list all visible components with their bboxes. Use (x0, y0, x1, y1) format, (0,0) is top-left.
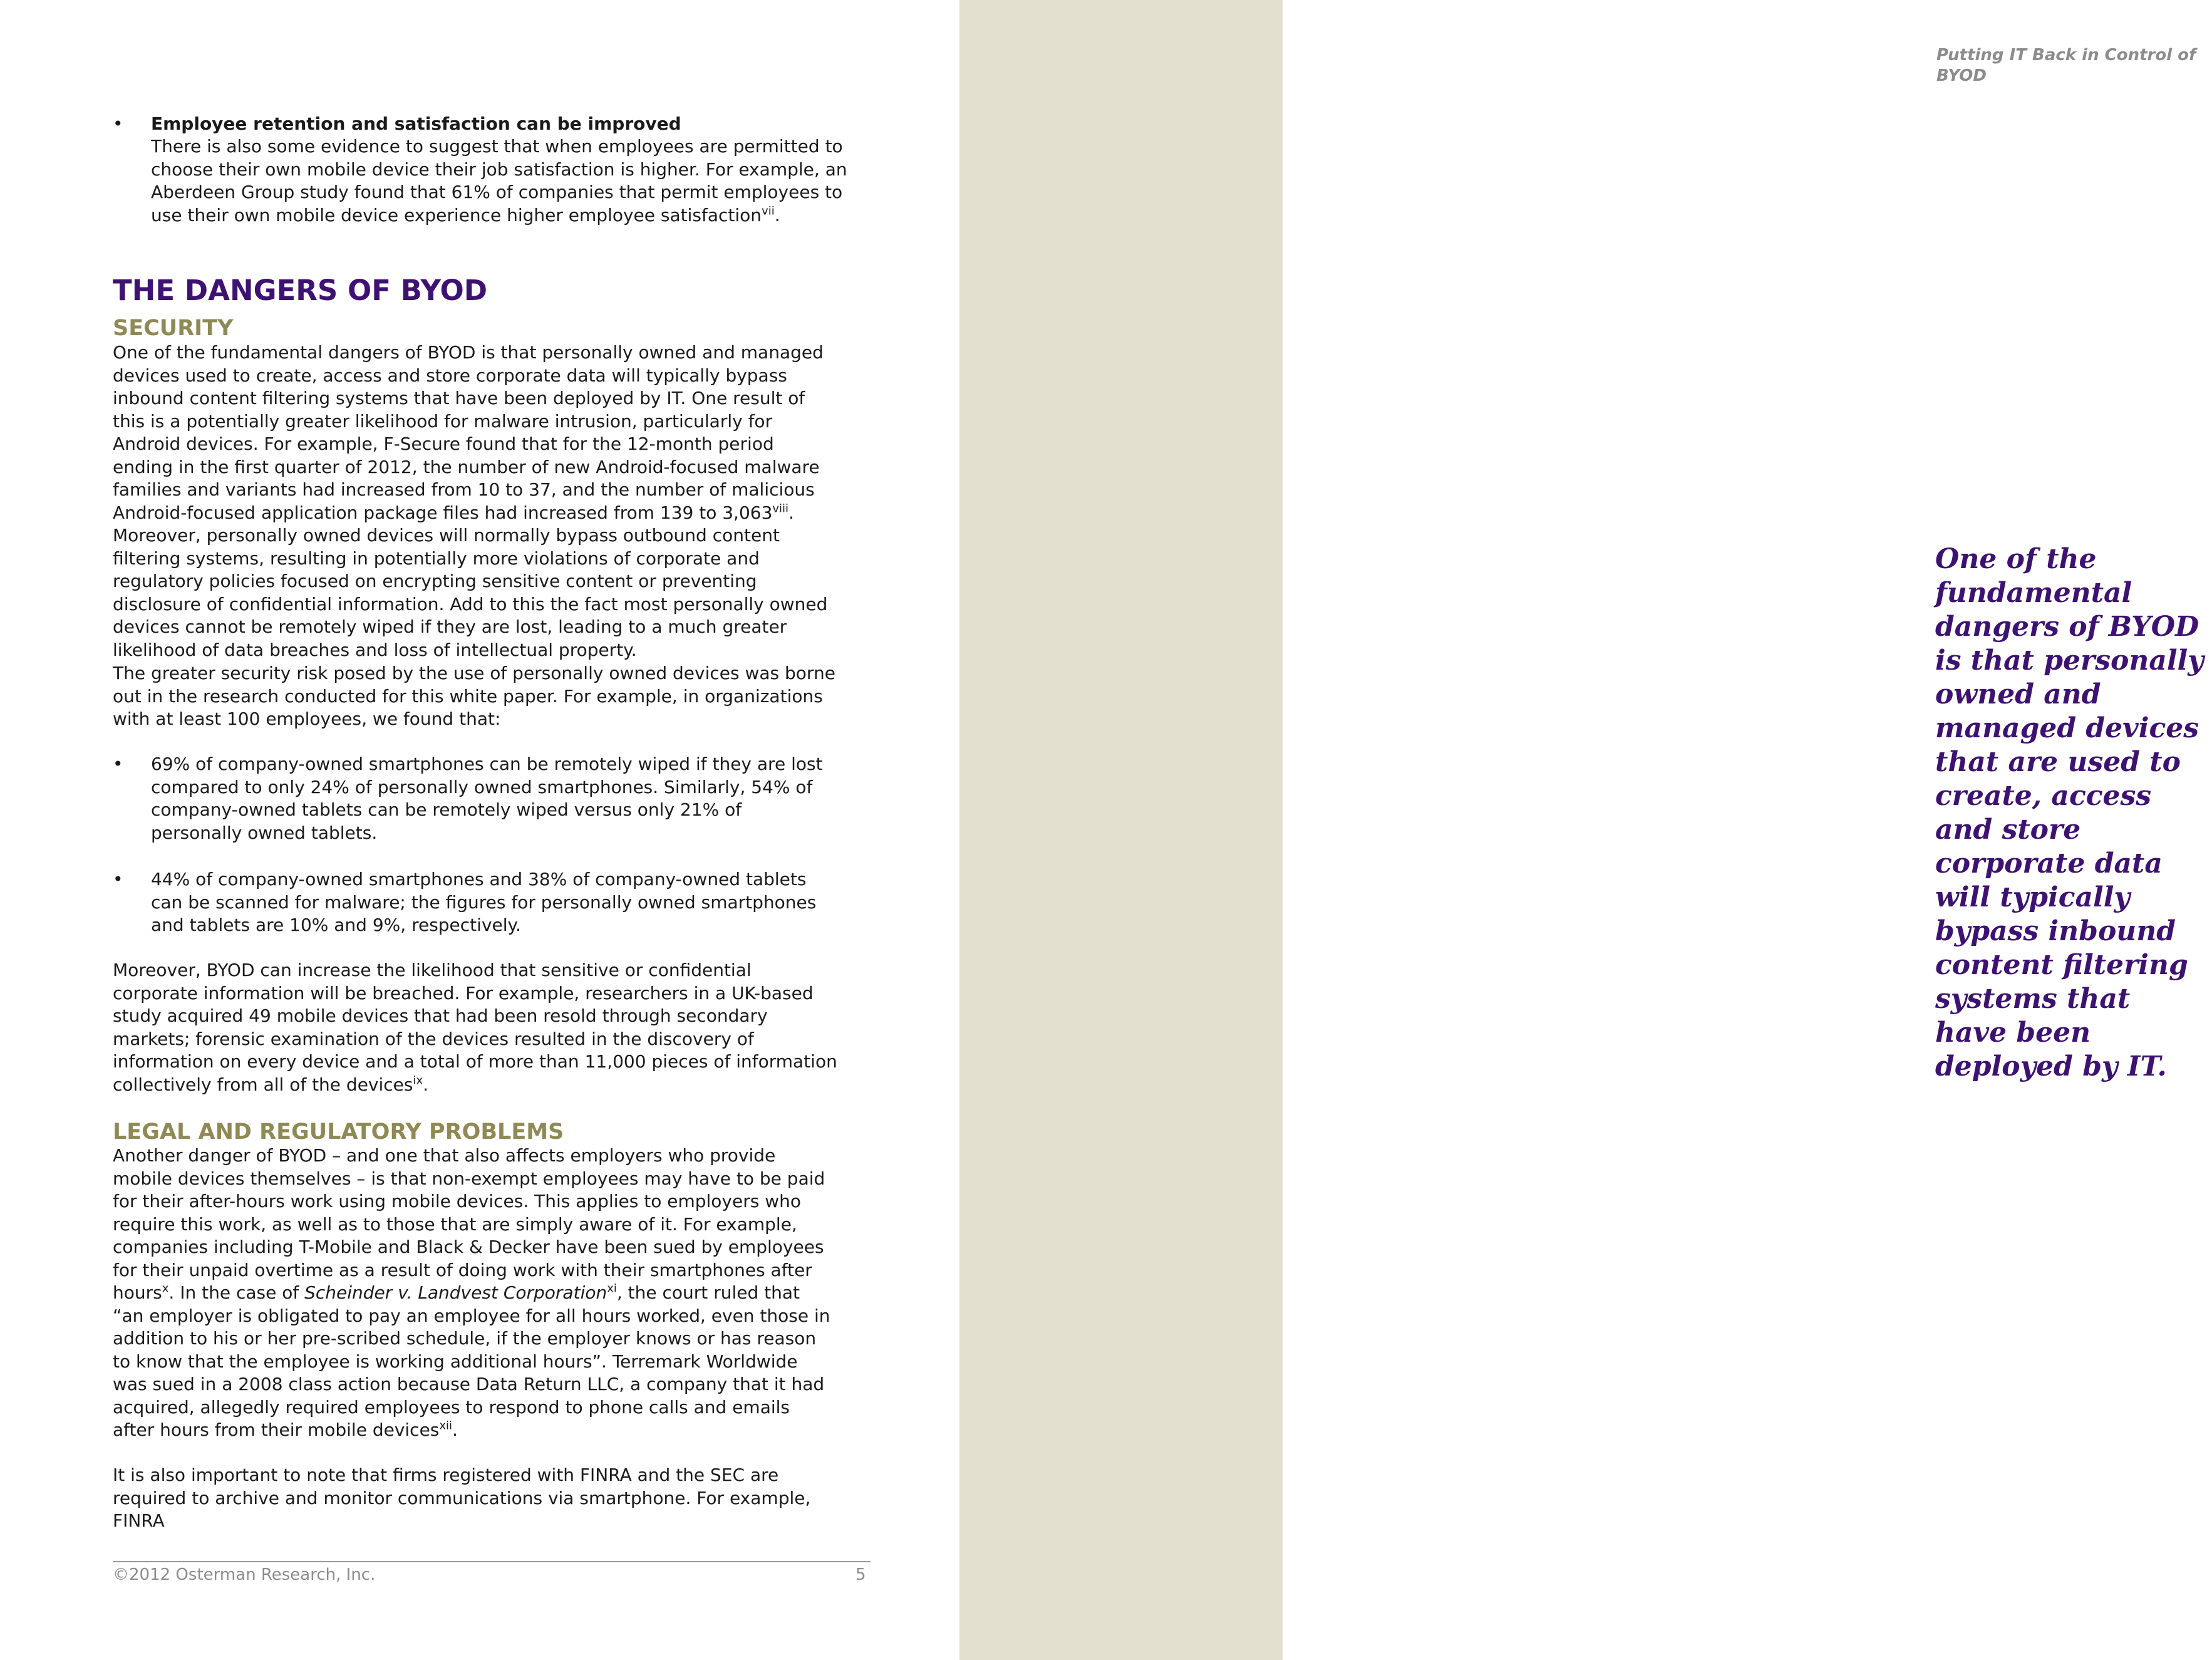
section-title: THE DANGERS OF BYOD (113, 274, 488, 307)
running-head: Putting IT Back in Control of BYOD (1936, 46, 2196, 85)
endnote-ref: vii (762, 204, 775, 218)
bullet-text: There is also some evidence to suggest that when employees are permitted to choose their own mobile device their job satisfaction is higher. For example, an Aberdeen Group study found that 61% of companies that permit employees to use their own mobile device experience higher employee satisfaction$^{vii}$. (151, 136, 847, 226)
bullet-marker: • (113, 754, 123, 774)
bullet-heading: Employee retention and satisfaction can be improved (151, 113, 681, 134)
endnote-ref: xi (607, 1282, 617, 1295)
endnote-ref: ix (413, 1074, 423, 1087)
list-item: 44% of company-owned smartphones and 38% of company-owned tablets can be scanned for malware; the figures for personally owned smartphones and tablets are 10% and 9%, respectively. (151, 869, 817, 935)
legal-paragraph-1: Another danger of BYOD – and one that also affects employers who provide mobile devices themselves – is that non-exempt employees may have to be paid for their after-hours work using mobile devices. This applies to employers who require this work, as well as to those that are simply aware of it. For example, companies including T-Mobile and Black & Decker have been sued by employees for their unpaid overtime as a result of doing work with their smartphones after hours$^x$. In the case of Scheinder v. Landvest Corporation$^{xi}$, the court ruled that “an employer is obligated to pay an employee for all hours worked, even those in addition to his or her pre-scribed schedule, if the employer knows or has reason to know that the employee is working additional hours”. Terremark Worldwide was sued in a 2008 class action because Data Return LLC, a company that it had acquired, allegedly required employees to respond to phone calls and emails after hours from their mobile devices$^{xii}$. (113, 1145, 830, 1440)
security-paragraph-3: Moreover, BYOD can increase the likelihood that sensitive or confidential corporate information will be breached. For example, researchers in a UK-based study acquired 49 mobile devices that had been resold through secondary markets; forensic examination of the devices resulted in the discovery of information on every device and a total of more than 11,000 pieces of information collectively from all of the devices$^{ix}$. (113, 960, 837, 1095)
bullet-marker: • (113, 113, 123, 134)
security-paragraph-1: One of the fundamental dangers of BYOD is that personally owned and managed devices used to create, access and store corporate data will typically bypass inbound content filtering systems that have been deployed by IT. One result of this is a potentially greater likelihood for malware intrusion, particularly for Android devices. For example, F-Secure found that for the 12-month period ending in the first quarter of 2012, the number of new Android-focused malware families and variants had increased from 10 to 37, and the number of malicious Android-focused application package files had increased from 139 to 3,063$^{viii}$. Moreover, personally owned devices will normally bypass outbound content filtering systems, resulting in potentially more violations of corporate and regulatory policies focused on encrypting sensitive content or preventing disclosure of confidential information. Add to this the fact most personally owned devices cannot be remotely wiped if they are lost, leading to a much greater likelihood of data breaches and loss of intellectual property. (113, 342, 828, 660)
security-paragraph-2: The greater security risk posed by the use of personally owned devices was borne out in the research conducted for this white paper. For example, in organizations with at least 100 employees, we found that: (113, 663, 835, 729)
endnote-ref: x (162, 1282, 169, 1295)
pull-quote: One of the fundamental dangers of BYOD is that personally owned and managed devices that are used to create, access and store corporate data will typically bypass inbound content filtering systems that have been deployed by IT. (1935, 543, 2204, 1082)
footer-copyright: ©2012 Osterman Research, Inc. (113, 1565, 376, 1584)
sidebar-panel (959, 0, 2204, 1660)
security-heading: SECURITY (113, 316, 234, 341)
endnote-ref: viii (772, 502, 789, 516)
endnote-ref: xii (439, 1419, 453, 1433)
footer-divider (113, 1561, 871, 1562)
case-name: Scheinder v. Landvest Corporation (304, 1282, 607, 1303)
bullet-marker: • (113, 869, 123, 890)
legal-paragraph-2: It is also important to note that firms registered with FINRA and the SEC are required to archive and monitor communications via smartphone. For example, FINRA (113, 1465, 811, 1531)
page-number: 5 (855, 1565, 866, 1584)
legal-heading: LEGAL AND REGULATORY PROBLEMS (113, 1119, 564, 1144)
list-item: 69% of company-owned smartphones can be remotely wiped if they are lost compared to only 24% of personally owned smartphones. Similarly, 54% of company-owned tablets can be remotely wiped versus only 21% of personally owned tablets. (151, 754, 823, 843)
